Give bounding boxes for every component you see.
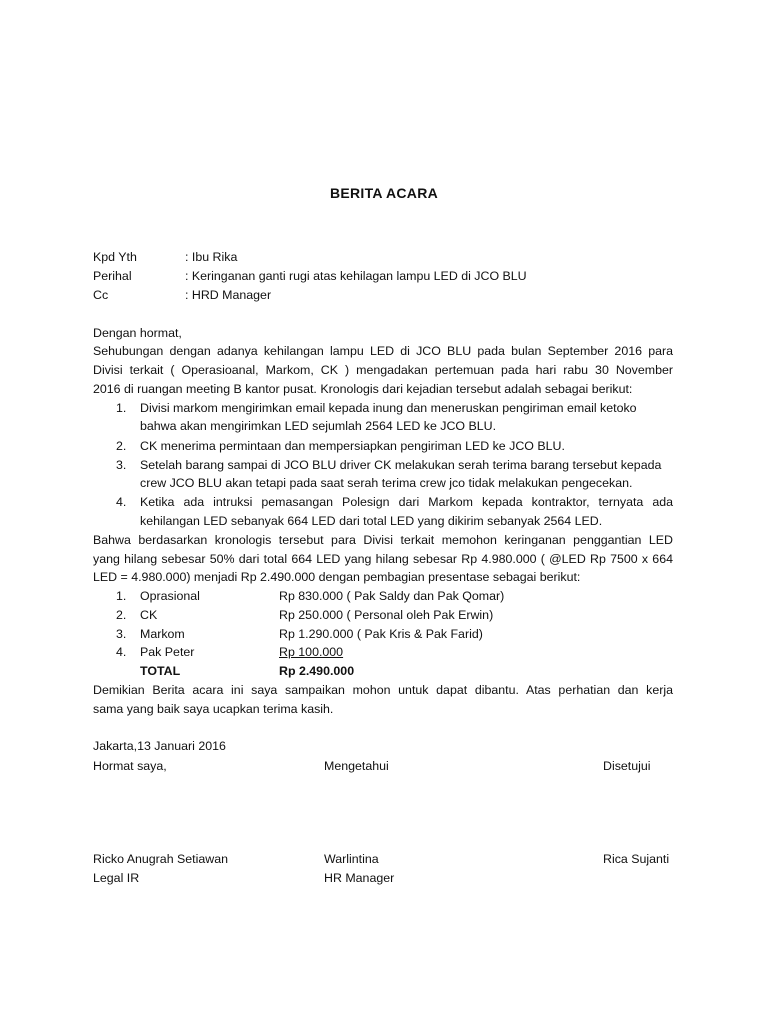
acknowledged-heading: Mengetahui (324, 759, 389, 773)
to-label: Kpd Yth (93, 250, 137, 264)
cc-label: Cc (93, 288, 109, 302)
chronology-num: 1. (116, 401, 127, 415)
distribution-num: 2. (116, 608, 127, 622)
intro-line: Sehubungan dengan adanya kehilangan lampu LED di JCO BLU pada bulan September 2016 para (93, 344, 673, 358)
greeting: Dengan hormat, (93, 326, 182, 340)
distribution-amount: Rp 830.000 ( Pak Saldy dan Pak Qomar) (279, 589, 505, 603)
chronology-line: CK menerima permintaan dan mempersiapkan pengiriman LED ke JCO BLU. (140, 439, 565, 453)
to-value: : Ibu Rika (185, 250, 238, 264)
approved-heading: Disetujui (603, 759, 651, 773)
basis-line: yang hilang sebesar 50% dari total 664 LED yang hilang sebesar Rp 4.980.000 ( @LED Rp 7500 x 664 (93, 552, 673, 566)
distribution-name: Pak Peter (140, 645, 195, 659)
subject-label: Perihal (93, 269, 132, 283)
distribution-amount: Rp 1.290.000 ( Pak Kris & Pak Farid) (279, 627, 483, 641)
approved-name: Rica Sujanti (603, 852, 670, 866)
document-title: BERITA ACARA (329, 185, 439, 201)
sender-name: Ricko Anugrah Setiawan (93, 852, 229, 866)
basis-line: LED = 4.980.000) menjadi Rp 2.490.000 dengan pembagian presentase sebagai berikut: (93, 570, 581, 584)
distribution-amount: Rp 250.000 ( Personal oleh Pak Erwin) (279, 608, 494, 622)
closing-line: Demikian Berita acara ini saya sampaikan mohon untuk dapat dibantu. Atas perhatian dan kerja (93, 683, 673, 697)
distribution-num: 3. (116, 627, 127, 641)
chronology-line: crew JCO BLU akan tetapi pada saat serah terima crew jco tidak melakukan pengecekan. (140, 476, 633, 490)
subject-value: : Keringanan ganti rugi atas kehilagan lampu LED di JCO BLU (185, 269, 527, 283)
chronology-line: kehilangan LED sebanyak 664 LED dari total LED yang dikirim sebanyak 2564 LED. (140, 514, 603, 528)
intro-line: 2016 di ruangan meeting B kantor pusat. Kronologis dari kejadian tersebut adalah sebagai berikut: (93, 382, 633, 396)
distribution-name: Oprasional (140, 589, 200, 603)
distribution-name: CK (140, 608, 158, 622)
acknowledged-name: Warlintina (324, 852, 379, 866)
distribution-amount: Rp 100.000 (279, 645, 344, 659)
chronology-num: 4. (116, 495, 127, 509)
total-label: TOTAL (140, 664, 181, 678)
sender-heading: Hormat saya, (93, 759, 167, 773)
chronology-line: Divisi markom mengirimkan email kepada inung dan meneruskan pengiriman email ketoko (140, 401, 637, 415)
total-amount: Rp 2.490.000 (279, 664, 355, 678)
cc-value: : HRD Manager (185, 288, 272, 302)
chronology-line: Ketika ada intruksi pemasangan Polesign dari Markom kepada kontraktor, ternyata ada (140, 495, 673, 509)
distribution-num: 1. (116, 589, 127, 603)
closing-line: sama yang baik saya ucapkan terima kasih. (93, 702, 334, 716)
chronology-line: bahwa akan mengirimkan LED sejumlah 2564 LED ke JCO BLU. (140, 419, 497, 433)
intro-line: Divisi terkait ( Operasioanal, Markom, CK ) mengadakan pertemuan pada hari rabu 30 November (93, 363, 673, 377)
sender-position: Legal IR (93, 871, 140, 885)
distribution-name: Markom (140, 627, 185, 641)
place-date: Jakarta,13 Januari 2016 (93, 739, 226, 753)
distribution-num: 4. (116, 645, 127, 659)
acknowledged-position: HR Manager (324, 871, 395, 885)
basis-line: Bahwa berdasarkan kronologis tersebut para Divisi terkait memohon keringanan penggantian LED (93, 533, 673, 547)
chronology-line: Setelah barang sampai di JCO BLU driver CK melakukan serah terima barang tersebut kepada (140, 458, 662, 472)
chronology-num: 3. (116, 458, 127, 472)
chronology-num: 2. (116, 439, 127, 453)
